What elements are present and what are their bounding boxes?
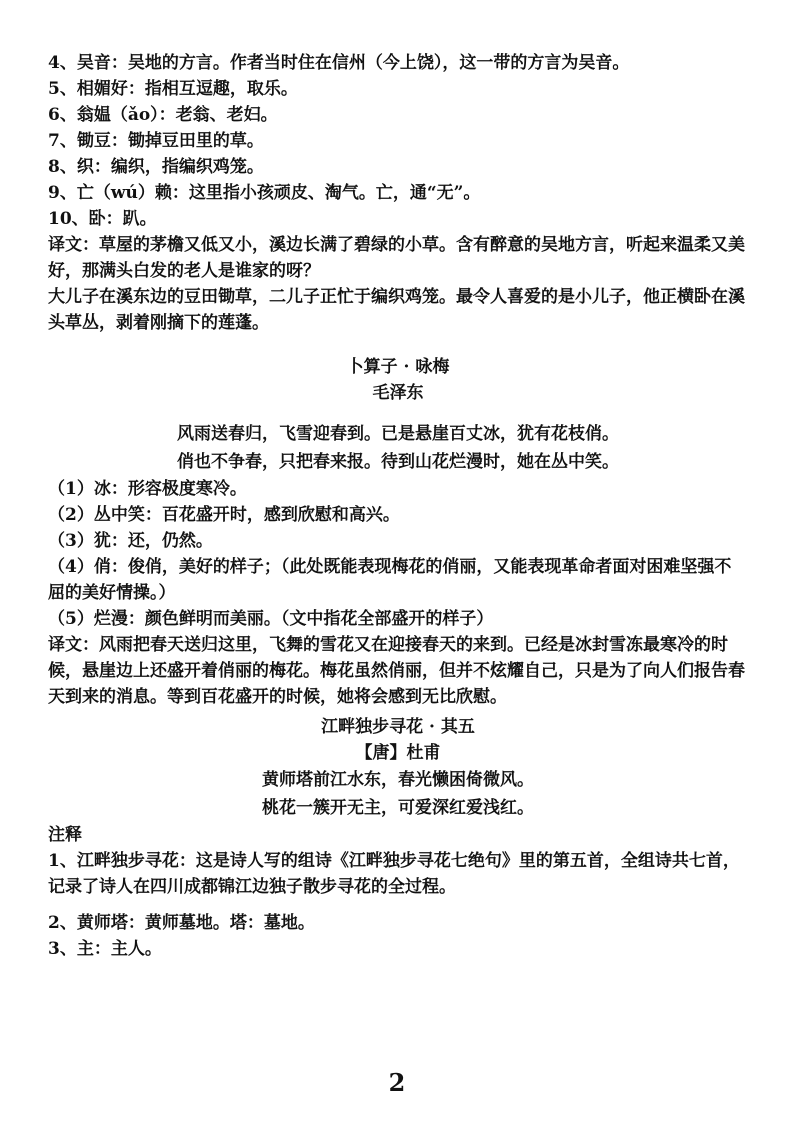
note-line: （3）犹：还，仍然。 — [48, 531, 213, 551]
note-line: 7、锄豆：锄掉豆田里的草。 — [48, 131, 264, 151]
document-page — [48, 50, 748, 962]
note-line: 9、亡（wú）赖：这里指小孩顽皮、淘气。亡，通“无”。 — [48, 183, 481, 203]
note-line: 2、黄师塔：黄师墓地。塔：墓地。 — [48, 913, 315, 933]
poem-line: 风雨送春归，飞雪迎春到。已是悬崖百丈冰，犹有花枝俏。 — [177, 424, 619, 444]
note-line: 5、相媚好：指相互逗趣，取乐。 — [48, 79, 298, 99]
note-line: （5）烂漫：颜色鲜明而美丽。（文中指花全部盛开的样子） — [48, 609, 494, 629]
page-number: 2 — [388, 1068, 406, 1097]
note-line: 10、卧：趴。 — [48, 209, 157, 229]
note-line: 6、翁媪（ǎo）：老翁、老妇。 — [48, 105, 278, 125]
note-line: 1、江畔独步寻花：这是诗人写的组诗《江畔独步寻花七绝句》里的第五首，全组诗共七首，记录了诗人在四川成都锦江边独子散步寻花的全过程。 — [48, 851, 740, 897]
poem-title: 卜算子 · 咏梅 — [346, 357, 450, 377]
poem-title: 江畔独步寻花 · 其五 — [321, 717, 475, 737]
translation-paragraph: 大儿子在溪东边的豆田锄草，二儿子正忙于编织鸡笼。最令人喜爱的是小儿子，他正横卧在溪头草丛，剥着刚摘下的莲蓬。 — [48, 287, 745, 333]
note-line: （2）丛中笑：百花盛开时，感到欣慰和高兴。 — [48, 505, 400, 525]
poem-line: 桃花一簇开无主，可爱深红爱浅红。 — [262, 798, 534, 818]
note-line: （1）冰：形容极度寒冷。 — [48, 479, 247, 499]
note-line: （4）俏：俊俏，美好的样子；（此处既能表现梅花的俏丽，又能表现革命者面对困难坚强不屈的美好情操。） — [48, 557, 732, 603]
poem-line: 黄师塔前江水东，春光懒困倚微风。 — [262, 770, 534, 790]
poem-line: 俏也不争春，只把春来报。待到山花烂漫时，她在丛中笑。 — [177, 452, 619, 472]
translation-paragraph: 译文：风雨把春天送归这里，飞舞的雪花又在迎接春天的来到。已经是冰封雪冻最寒冷的时候，悬崖边上还盛开着俏丽的梅花。梅花虽然俏丽，但并不炫耀自己，只是为了向人们报告春天到来的消息。等到百花盛开的时候，她将会感到无比欣慰。 — [48, 635, 745, 707]
poem-author: 毛泽东 — [372, 383, 424, 403]
note-line: 8、织：编织，指编织鸡笼。 — [48, 157, 264, 177]
translation-paragraph: 译文：草屋的茅檐又低又小，溪边长满了碧绿的小草。含有醉意的吴地方言，听起来温柔又美好，那满头白发的老人是谁家的呀？ — [48, 235, 745, 281]
notes-heading: 注释 — [48, 825, 82, 845]
note-line: 3、主：主人。 — [48, 939, 162, 959]
note-line: 4、吴音：吴地的方言。作者当时住在信州（今上饶），这一带的方言为吴音。 — [48, 53, 630, 73]
poem-author: 【唐】杜甫 — [355, 743, 441, 763]
